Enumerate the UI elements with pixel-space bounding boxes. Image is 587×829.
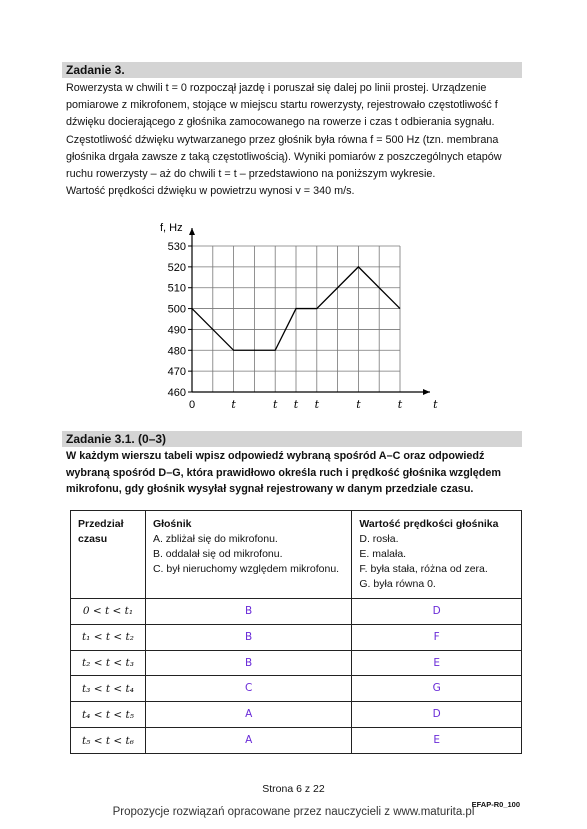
x-tick-label: 0 <box>188 399 196 411</box>
table-row <box>71 650 522 676</box>
subtask-title: Zadanie 3.1. (0–3) <box>62 431 522 447</box>
speaker-option: B. oddalał się od mikrofonu. <box>152 548 283 560</box>
motion-answer[interactable]: A <box>145 702 351 728</box>
instruction-line: wybraną spośród D–G, która prawidłowo określa ruch i prędkość głośnika względem <box>66 466 501 479</box>
task-line: głośnika drgała zawsze z taką częstotliwością). Wyniki pomiarów z poszczególnych etapów <box>66 150 502 163</box>
y-tick-label: 480 <box>167 345 186 358</box>
motion-answer[interactable]: B <box>145 650 351 676</box>
answer-table <box>70 510 522 754</box>
x-tick-label: t <box>231 398 236 411</box>
speed-answer[interactable]: E <box>352 650 522 676</box>
speed-answer[interactable]: D <box>352 599 522 625</box>
y-tick-label: 520 <box>167 261 186 274</box>
task-title: Zadanie 3. <box>62 62 522 78</box>
table-row <box>71 702 522 728</box>
motion-answer[interactable]: B <box>145 599 351 625</box>
motion-answer[interactable]: A <box>145 728 351 754</box>
y-tick-label: 470 <box>167 366 186 379</box>
interval-cell: t₂ < t < t₃ <box>71 650 146 676</box>
y-tick-label: 490 <box>167 324 186 337</box>
interval-cell: 0 < t < t₁ <box>71 599 146 625</box>
y-tick-label: 500 <box>167 303 186 316</box>
interval-cell: t₄ < t < t₅ <box>71 702 146 728</box>
y-tick-label: 530 <box>167 241 186 253</box>
speed-header-title: Wartość prędkości głośnika <box>359 518 499 530</box>
exam-code: EFAP-R0_100 <box>471 800 520 809</box>
y-tick-label: 460 <box>167 387 186 399</box>
speaker-header-title: Głośnik <box>152 518 192 530</box>
x-tick-label: t <box>397 398 403 411</box>
motion-answer[interactable]: B <box>145 624 351 650</box>
table-row <box>71 676 522 702</box>
speed-answer[interactable]: G <box>352 676 522 702</box>
speed-answer[interactable]: F <box>352 624 522 650</box>
instruction-line: mikrofonu, gdy głośnik wysyłał sygnał rejestrowany w danym przedziale czasu. <box>66 483 474 496</box>
x-tick-label: t <box>272 398 278 411</box>
y-tick-label: 510 <box>167 282 186 295</box>
x-tick-label: t <box>293 398 299 411</box>
x-axis-arrow <box>423 389 430 395</box>
task-line: Rowerzysta w chwili t = 0 rozpoczął jazdę i poruszał się dalej po linii prostej. Urządzenie <box>66 82 487 94</box>
speaker-header <box>145 511 351 599</box>
y-axis-arrow <box>189 228 195 235</box>
interval-cell: t₅ < t < t₆ <box>71 728 146 754</box>
task-line: ruchu rowerzysty – aż do chwili t = t – przedstawiono na poniższym wykresie. <box>66 168 436 181</box>
x-tick-label: t <box>356 398 361 411</box>
speed-header <box>352 511 522 599</box>
task-line: pomiarowe z mikrofonem, stojące w miejscu startu rowerzysty, rejestrowało częstotliwość f <box>66 99 498 112</box>
table-row <box>71 728 522 754</box>
speed-answer[interactable]: D <box>352 702 522 728</box>
motion-answer[interactable]: C <box>145 676 351 702</box>
task-line: dźwięku docierającego z głośnika zamocowanego na rowerze i czas t odbierania sygnału. <box>66 116 495 129</box>
speed-note: Wartość prędkości dźwięku w powietrzu wynosi v = 340 m/s. <box>66 185 355 197</box>
interval-header-line: Przedział <box>78 518 124 530</box>
task-line: Częstotliwość dźwięku wytwarzanego przez głośnik była równa f = 500 Hz (tzn. membrana <box>66 133 499 146</box>
interval-header <box>71 511 146 599</box>
speaker-option: C. był nieruchomy względem mikrofonu. <box>152 563 340 575</box>
speed-option: E. malała. <box>359 548 407 560</box>
speed-option: G. była równa 0. <box>359 578 436 590</box>
x-tick-label: t <box>433 398 438 411</box>
speed-answer[interactable]: E <box>352 728 522 754</box>
interval-cell: t₁ < t < t₂ <box>71 624 146 650</box>
page-number: Strona 6 z 22 <box>262 783 325 795</box>
speaker-option: A. zbliżał się do mikrofonu. <box>152 533 278 545</box>
footer-note: Propozycje rozwiązań opracowane przez nauczycieli z www.maturita.pl <box>112 806 475 818</box>
speed-option: D. rosła. <box>359 533 399 545</box>
interval-header-line: czasu <box>78 533 108 545</box>
table-header-row <box>71 511 522 599</box>
interval-cell: t₃ < t < t₄ <box>71 676 146 702</box>
subtask-instruction <box>66 448 522 498</box>
table-row <box>71 624 522 650</box>
x-tick-label: t <box>314 398 320 411</box>
table-row <box>71 599 522 625</box>
instruction-line: W każdym wierszu tabeli wpisz odpowiedź wybraną spośród A–C oraz odpowiedź <box>66 450 485 462</box>
speed-option: F. była stała, różna od zera. <box>359 563 488 575</box>
y-axis-label: f, Hz <box>160 222 183 234</box>
